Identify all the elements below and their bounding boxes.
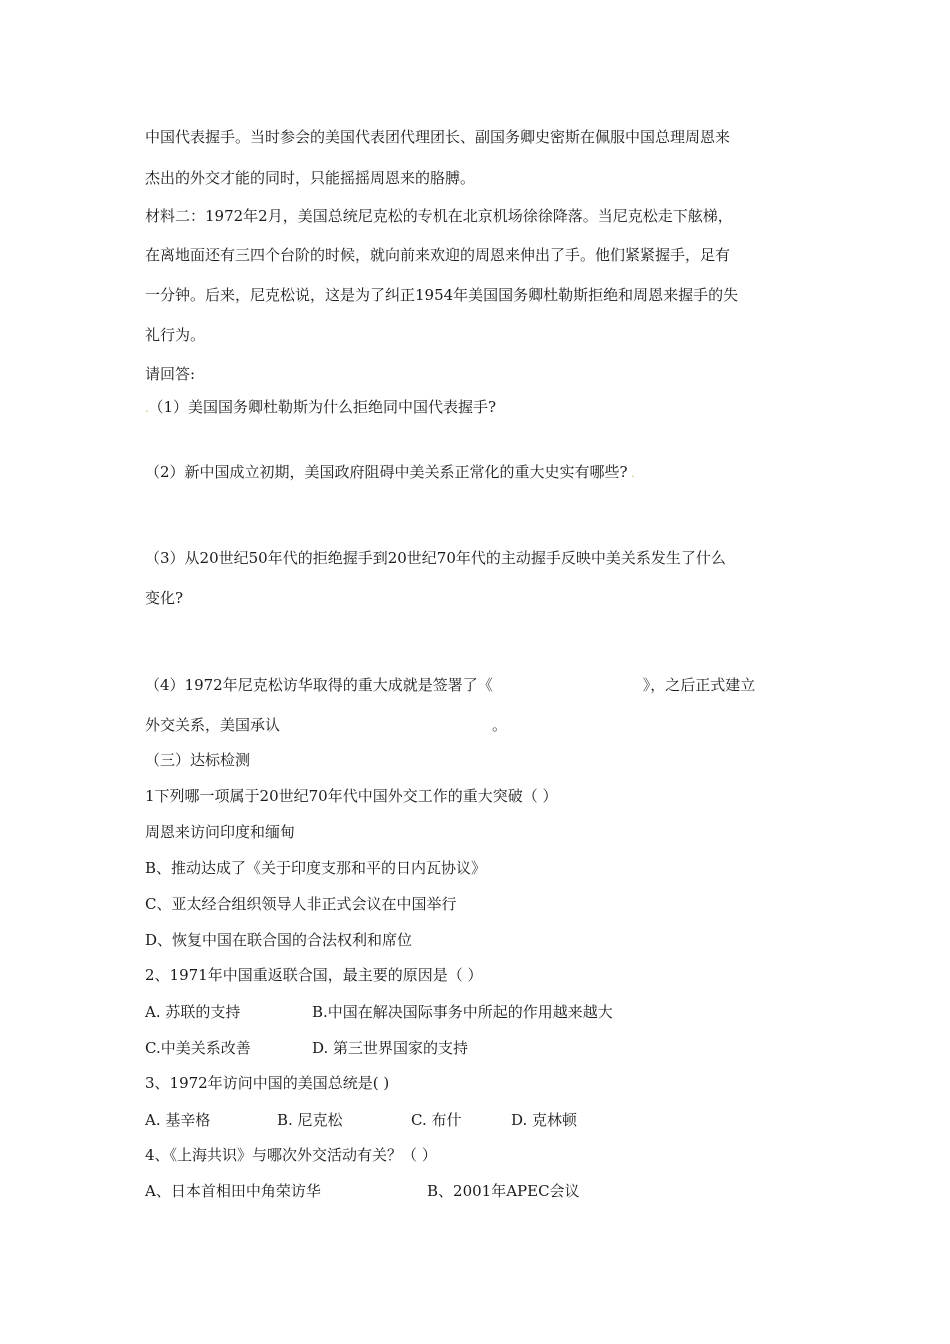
material1-line2: 杰出的外交才能的同时，只能摇摇周恩来的胳膊。	[145, 169, 476, 187]
material2-line4: 礼行为。	[145, 326, 206, 344]
question-4-line1: （4）1972年尼克松访华取得的重大成就是签署了《 》，之后正式建立	[145, 676, 756, 694]
edit-mark-icon: .	[627, 467, 635, 480]
test1-option-a: 周恩来访问印度和缅甸	[145, 823, 296, 841]
test2-options-cd	[145, 1038, 468, 1058]
test4-options	[145, 1181, 580, 1201]
question-3-line2: 变化?	[145, 589, 184, 607]
question-2: （2）新中国成立初期，美国政府阻碍中美关系正常化的重大史实有哪些? .	[145, 463, 635, 481]
test3-option-a: A. 基辛格	[145, 1111, 211, 1129]
test1-option-c: C、亚太经合组织领导人非正式会议在中国举行	[145, 895, 457, 913]
material2-line1: 材料二：1972年2月，美国总统尼克松的专机在北京机场徐徐降落。当尼克松走下舷梯，	[145, 207, 733, 225]
material1-line1: 中国代表握手。当时参会的美国代表团代理团长、副国务卿史密斯在佩服中国总理周恩来	[145, 128, 731, 146]
test1-stem: 1下列哪一项属于20世纪70年代中国外交工作的重大突破（ ）	[145, 787, 558, 805]
question-4-line2: 外交关系，美国承认 。	[145, 716, 508, 734]
test2-option-c: C.中美关系改善	[145, 1039, 251, 1057]
answer-prompt: 请回答:	[145, 365, 196, 383]
test1-option-b: B、推动达成了《关于印度支那和平的日内瓦协议》	[145, 859, 487, 877]
test1-option-d: D、恢复中国在联合国的合法权利和席位	[145, 931, 413, 949]
test3-stem: 3、1972年访问中国的美国总统是( )	[145, 1074, 390, 1092]
edit-mark-icon: .	[145, 402, 149, 415]
test3-option-c: C. 布什	[411, 1111, 462, 1129]
material2-line3: 一分钟。后来，尼克松说，这是为了纠正1954年美国国务卿杜勒斯拒绝和周恩来握手的失	[145, 286, 739, 304]
test4-stem: 4、《上海共识》与哪次外交活动有关？（ ）	[145, 1146, 437, 1164]
test2-stem: 2、1971年中国重返联合国，最主要的原因是（ ）	[145, 966, 483, 984]
test2-option-b: B.中国在解决国际事务中所起的作用越来越大	[312, 1003, 613, 1021]
test4-option-a: A、日本首相田中角荣访华	[145, 1182, 321, 1200]
test2-options-ab	[145, 1002, 613, 1022]
question-1: .（1）美国国务卿杜勒斯为什么拒绝同中国代表握手?	[145, 398, 497, 416]
test4-option-b: B、2001年APEC会议	[427, 1182, 580, 1200]
test2-option-a: A. 苏联的支持	[145, 1003, 241, 1021]
test3-options	[145, 1110, 577, 1130]
test3-option-d: D. 克林顿	[511, 1111, 578, 1129]
material2-line2: 在离地面还有三四个台阶的时候，就向前来欢迎的周恩来伸出了手。他们紧紧握手，足有	[145, 246, 731, 264]
test3-option-b: B. 尼克松	[277, 1111, 343, 1129]
test2-option-d: D. 第三世界国家的支持	[312, 1039, 469, 1057]
section-title: （三）达标检测	[145, 751, 251, 769]
question-3-line1: （3）从20世纪50年代的拒绝握手到20世纪70年代的主动握手反映中美关系发生了什么	[145, 549, 726, 567]
